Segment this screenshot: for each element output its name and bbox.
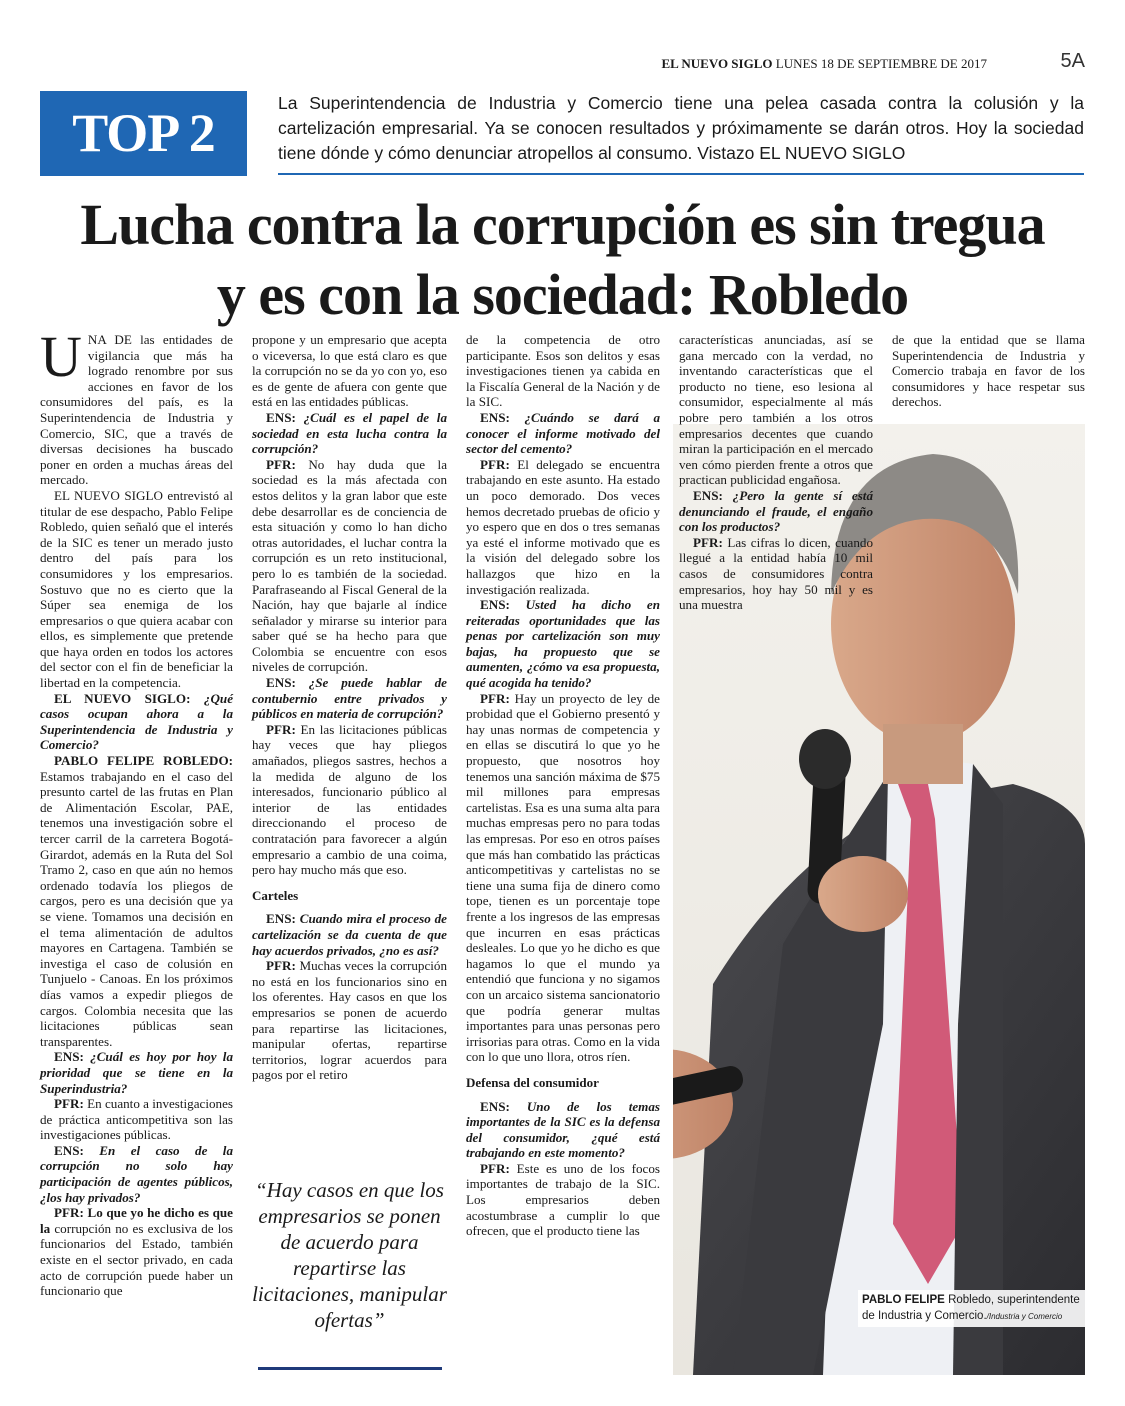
subhead: Carteles bbox=[252, 887, 299, 903]
answer: PFR: En cuanto a investigaciones de práctica anticompetitiva son las investigaciones públicas. bbox=[40, 1096, 233, 1143]
issue-date: LUNES 18 DE SEPTIEMBRE DE 2017 bbox=[775, 56, 987, 71]
answer: PFR: No hay duda que la sociedad es la más afectada con estos delitos y la gran labor que este debe desarrollar es de conciencia de esta situación y como lo han dicho otras autoridades, el luchar contra la corrupción es un reto institucional, pero lo es también de la sociedad. Parafraseando al Fiscal General de la Nación, hay que bajarle al índice señalador y mirarse su interior para saber qué se ha hecho para que Colombia se encuentre con esos niveles de corrupción. bbox=[252, 456, 447, 675]
article-column-4: características anunciadas, así se gana mercado con la verdad, no inventando características que el producto no tiene, eso lesiona al consumidor, especialmente al más pobre pero también a los otros empresarios decentes que cuando miran la participación en el mercado ven cómo pierden frente a otros que practican publicidad engañosa. ENS: ¿Pero la gente sí está denunciando el fraude, el engaño con los productos? PFR: Las cifras lo dicen, cuando llegué a la entidad había 10 mil casos de consumidores contra empresarios, hoy hay 50 mil y es una muestra bbox=[679, 332, 873, 613]
subhead: Defensa del consumidor bbox=[466, 1074, 599, 1090]
answer: PFR: En las licitaciones públicas hay veces que hay pliegos amañados, pliegos sastres, hechos a la medida de alguno de los interesados, funcionario público al interior de las entidades direccionando el proceso de contratación para favorecer a algún empresario a cambio de una coima, pero hay mucho más que eso. bbox=[252, 721, 447, 878]
paragraph: EL NUEVO SIGLO entrevistó al titular de ese despacho, Pablo Felipe Robledo, quien señaló que el interés de la SIC es tener un merado justo dentro del país para los consumidores y los empresarios. Sostuvo que no es cierto que la Súper sea enemiga de los empresarios o que quiera acabar con ellos, es simplemente que pretende que haya orden en todos los actores del sector con el fin de beneficiar la libertad en la competencia. bbox=[40, 487, 233, 691]
answer: PFR: Las cifras lo dicen, cuando llegué a la entidad había 10 mil casos de consumidores contra empresarios, hoy hay 50 mil y es una muestra bbox=[679, 534, 873, 613]
question: ENS: Uno de los temas importantes de la SIC es la defensa del consumidor, ¿qué está trabajando en este momento? bbox=[466, 1098, 660, 1161]
article-column-3: de la competencia de otro participante. Esos son delitos y esas investigaciones tienen ya cabida en la Fiscalía General de la Nación y de la SIC. ENS: ¿Cuándo se dará a conocer el informe motivado del sector del cemento? PFR: El delegado se encuentra trabajando en este asunto. Ha estado un poco demorado. Dos veces hemos decretado pruebas de oficio y yo espero que en dos o tres semanas ya esté el informe motivado que es la visión del delegado sobre los hallazgos que hizo en la investigación realizada. ENS: Usted ha dicho en reiteradas oportunidades que las penas por cartelización son muy bajas, ha propuesto que se aumenten, ¿cómo va esa propuesta, qué acogida ha tenido? PFR: Hay un proyecto de ley de probidad que el Gobierno presentó y hay unas normas de competencia y en ellas se discutirá lo que yo he propuesto, que nosotros hoy tenemos una sanción máxima de $75 mil millones para empresas cartelistas. Esa es una suma alta para muchas empresas pero no para todas las empresas. Por eso en otros países que más han combatido las prácticas anticompetitivas y cartelistas no se tiene una suma fija de dinero como tope, tienen es un porcentaje tope frente a los ingresos de las empresas que incurren en esas prácticas desleales. Lo que yo he dicho es que hagamos lo que el mundo ya entendió que funciona y no sigamos con un arcaico sistema sancionatorio que podría generar multas importantes para unas personas pero irrisorias para otras. Como en la vida con lo que uno llora, otros ríen. Defensa del consumidor ENS: Uno de los temas importantes de la SIC es la defensa del consumidor, ¿qué está trabajando en este momento? PFR: Este es uno de los focos importantes de trabajo de la SIC. Los empresarios deben acostumbrase a cumplir lo que ofrecen, que el producto tiene las bbox=[466, 332, 660, 1239]
question: ENS: ¿Cuál es el papel de la sociedad en esta lucha contra la corrupción? bbox=[252, 409, 447, 457]
photo-credit: /Industria y Comercio bbox=[986, 1312, 1063, 1321]
question: EL NUEVO SIGLO: ¿Qué casos ocupan ahora a la Superintendencia de Industria y Comercio? bbox=[40, 690, 234, 753]
question: ENS: Cuando mira el proceso de cartelización se da cuenta de que hay acuerdos privados, ¿no es así? bbox=[252, 911, 447, 958]
question: ENS: En el caso de la corrupción no solo hay participación de agentes públicos, ¿los hay privados? bbox=[40, 1142, 233, 1205]
article-column-5: de que la entidad que se llama Superintendencia de Industria y Comercio trabaja en favor de los consumidores y hace respetar sus derechos. bbox=[892, 332, 1085, 410]
answer: PABLO FELIPE ROBLEDO: Estamos trabajando en el caso del presunto cartel de las frutas en Plan de Alimentación Escolar, PAE, tenemos una investigación sobre el tercer carril de la carretera Bogotá- Girardot, además en la Ruta del Sol Tramo 2, caso en que aún no hemos ordenado todavía los pliegos de cargos, pero es una decisión que ya se viene. Tomamos una decisión en el tema alimentación de adultos mayores en Cartagena. También se investiga el caso de colusión en Tunjuelo - Canoas. En los próximos días vamos a expedir pliegos de cargos. Colombia necesita que las licitaciones públicas sean transparentes. bbox=[40, 753, 233, 1049]
answer: PFR: Muchas veces la corrupción no está en los funcionarios sino en los oferentes. Hay casos en que los empresarios se ponen de acuerdo para repartirse las licitaciones, manipular ofertas, repartirse territorios, lograr acuerdos para pagos por el retiro bbox=[252, 958, 447, 1083]
paper-name: EL NUEVO SIGLO bbox=[661, 56, 773, 71]
answer: PFR: Este es uno de los focos importantes de trabajo de la SIC. Los empresarios deben acostumbrase a cumplir lo que ofrecen, que el producto tiene las bbox=[466, 1160, 660, 1239]
masthead bbox=[0, 50, 1085, 74]
lede-text: La Superintendencia de Industria y Comercio tiene una pelea casada contra la colusión y la cartelización empresarial. Ya se conocen resultados y próximamente se darán otros. Hoy la sociedad tiene dónde y cómo denunciar atropellos al consumo. Vistazo EL NUEVO SIGLO bbox=[278, 91, 1084, 175]
article-column-1: UNA DE las entidades de vigilancia que más ha logrado renombre por sus acciones en favor de los consumidores del país, es la Superintendencia de Industria y Comercio, SIC, que a través de diversas decisiones ha buscado poner en orden a muchas áreas del mercado. EL NUEVO SIGLO entrevistó al titular de ese despacho, Pablo Felipe Robledo, quien señaló que el interés de la SIC es tener un merado justo dentro del país para los consumidores y los empresarios. Sostuvo que no es cierto que la Súper sea enemiga de los empresarios o que quiera acabar con ellos, es simplemente que pretende que haya orden en todos los actores del sector con el fin de beneficiar la libertad en la competencia. EL NUEVO SIGLO: ¿Qué casos ocupan ahora a la Superintendencia de Industria y Comercio? PABLO FELIPE ROBLEDO: Estamos trabajando en el caso del presunto cartel de las frutas en Plan de Alimentación Escolar, PAE, tenemos una investigación sobre el tercer carril de la carretera Bogotá- Girardot, además en la Ruta del Sol Tramo 2, caso en que aún no hemos ordenado todavía los pliegos de cargos, pero es una decisión que ya se viene. Tomamos una decisión en el tema alimentación de adultos mayores en Cartagena. También se investiga el caso de colusión en Tunjuelo - Canoas. En los próximos días vamos a expedir pliegos de cargos. Colombia necesita que las licitaciones públicas sean transparentes. ENS: ¿Cuál es hoy por hoy la prioridad que se tiene en la Superindustria? PFR: En cuanto a investigaciones de práctica anticompetitiva son las investigaciones públicas. ENS: En el caso de la corrupción no solo hay participación de agentes públicos, ¿los hay privados? PFR: Lo que yo he dicho es que la corrupción no es exclusiva de los funcionarios del Estado, también existe en el sector privado, en cada acto de corrupción puede haber un funcionario que bbox=[40, 324, 234, 1299]
photo-caption: PABLO FELIPE Robledo, superintendente de Industria y Comercio./Industria y Comercio bbox=[858, 1290, 1088, 1327]
headline-line-1: Lucha contra la corrupción es sin tregua bbox=[80, 192, 1045, 257]
drop-cap: U bbox=[40, 324, 82, 389]
headline-line-2: y es con la sociedad: Robledo bbox=[216, 262, 909, 327]
pull-quote-rule bbox=[258, 1367, 442, 1370]
answer: PFR: Lo que yo he dicho es que la corrupción no es exclusiva de los funcionarios del Estado, también existe en el sector privado, en cada acto de corrupción puede haber un funcionario que bbox=[40, 1205, 233, 1299]
pull-quote: “Hay casos en que los empresarios se ponen de acuerdo para repartirse las licitaciones, manipular ofertas” bbox=[252, 1178, 447, 1332]
question: ENS: ¿Pero la gente sí está denunciando el fraude, el engaño con los productos? bbox=[679, 487, 873, 535]
article-column-2: propone y un empresario que acepta o viceversa, lo que está claro es que la corrupción no se da yo con yo, eso es de gente de afuera con gente que está en las entidades públicas. ENS: ¿Cuál es el papel de la sociedad en esta lucha contra la corrupción? PFR: No hay duda que la sociedad es la más afectada con estos delitos y la gran labor que este debe desarrollar es de conciencia de esta situación y como lo han dicho otras autoridades, el luchar contra la corrupción es un reto institucional, pero lo es también de la sociedad. Parafraseando al Fiscal General de la Nación, hay que bajarle al índice señalador y mirarse su interior para saber qué se ha hecho para que Colombia se encuentre con esos niveles de corrupción. ENS: ¿Se puede hablar de contubernio entre privados y públicos en materia de corrupción? PFR: En las licitaciones públicas hay veces que hay pliegos amañados, pliegos sastres, hechos a la medida de alguno de los interesados, funcionario público al interior de las entidades direccionando el proceso de contratación para favorecer a algún empresario a cambio de una coima, pero hay mucho más que eso. Carteles ENS: Cuando mira el proceso de cartelización se da cuenta de que hay acuerdos privados, ¿no es así? PFR: Muchas veces la corrupción no está en los funcionarios sino en los oferentes. Hay casos en que los empresarios se ponen de acuerdo para repartirse las licitaciones, manipular ofertas, repartirse territorios, lograr acuerdos para pagos por el retiro bbox=[252, 332, 447, 1083]
question: ENS: ¿Cuándo se dará a conocer el informe motivado del sector del cemento? bbox=[466, 409, 660, 457]
question: ENS: ¿Se puede hablar de contubernio entre privados y públicos en materia de corrupción? bbox=[252, 675, 447, 722]
answer: PFR: El delegado se encuentra trabajando en este asunto. Ha estado un poco demorado. Dos veces hemos decretado pruebas de oficio y yo espero que en dos o tres semanas ya esté el informe motivado que es la visión del delegado sobre los hallazgos que hizo en la investigación realizada. bbox=[466, 456, 660, 597]
headline bbox=[40, 190, 1085, 330]
question: ENS: ¿Cuál es hoy por hoy la prioridad que se tiene en la Superindustria? bbox=[40, 1049, 233, 1096]
page-number: 5A bbox=[1060, 50, 1085, 72]
section-badge: TOP 2 bbox=[40, 91, 247, 176]
answer: PFR: Hay un proyecto de ley de probidad que el Gobierno presentó y hay unas normas de competencia y en ellas se discutirá lo que yo he propuesto, que nosotros hoy tenemos una sanción máxima de $75 mil millones para empresas cartelistas. Esa es una suma alta para muchas empresas pero no para todas las empresas. Por eso en otros países que más han combatido las prácticas anticompetitivas y cartelistas no se tiene una suma fija de dinero como tope, tienen es un porcentaje tope frente a los ingresos de las empresas que incurren en esas prácticas desleales. Lo que yo he dicho es que hagamos lo que el mundo ya entendió que funciona y no sigamos con un arcaico sistema sancionatorio que podría generar multas importantes para unas personas pero irrisorias para otras. Como en la vida con lo que uno llora, otros ríen. bbox=[466, 690, 660, 1065]
question: ENS: Usted ha dicho en reiteradas oportunidades que las penas por cartelización son muy bajas, ha propuesto que se aumenten, ¿cómo va esa propuesta, qué acogida ha tenido? bbox=[466, 597, 660, 691]
